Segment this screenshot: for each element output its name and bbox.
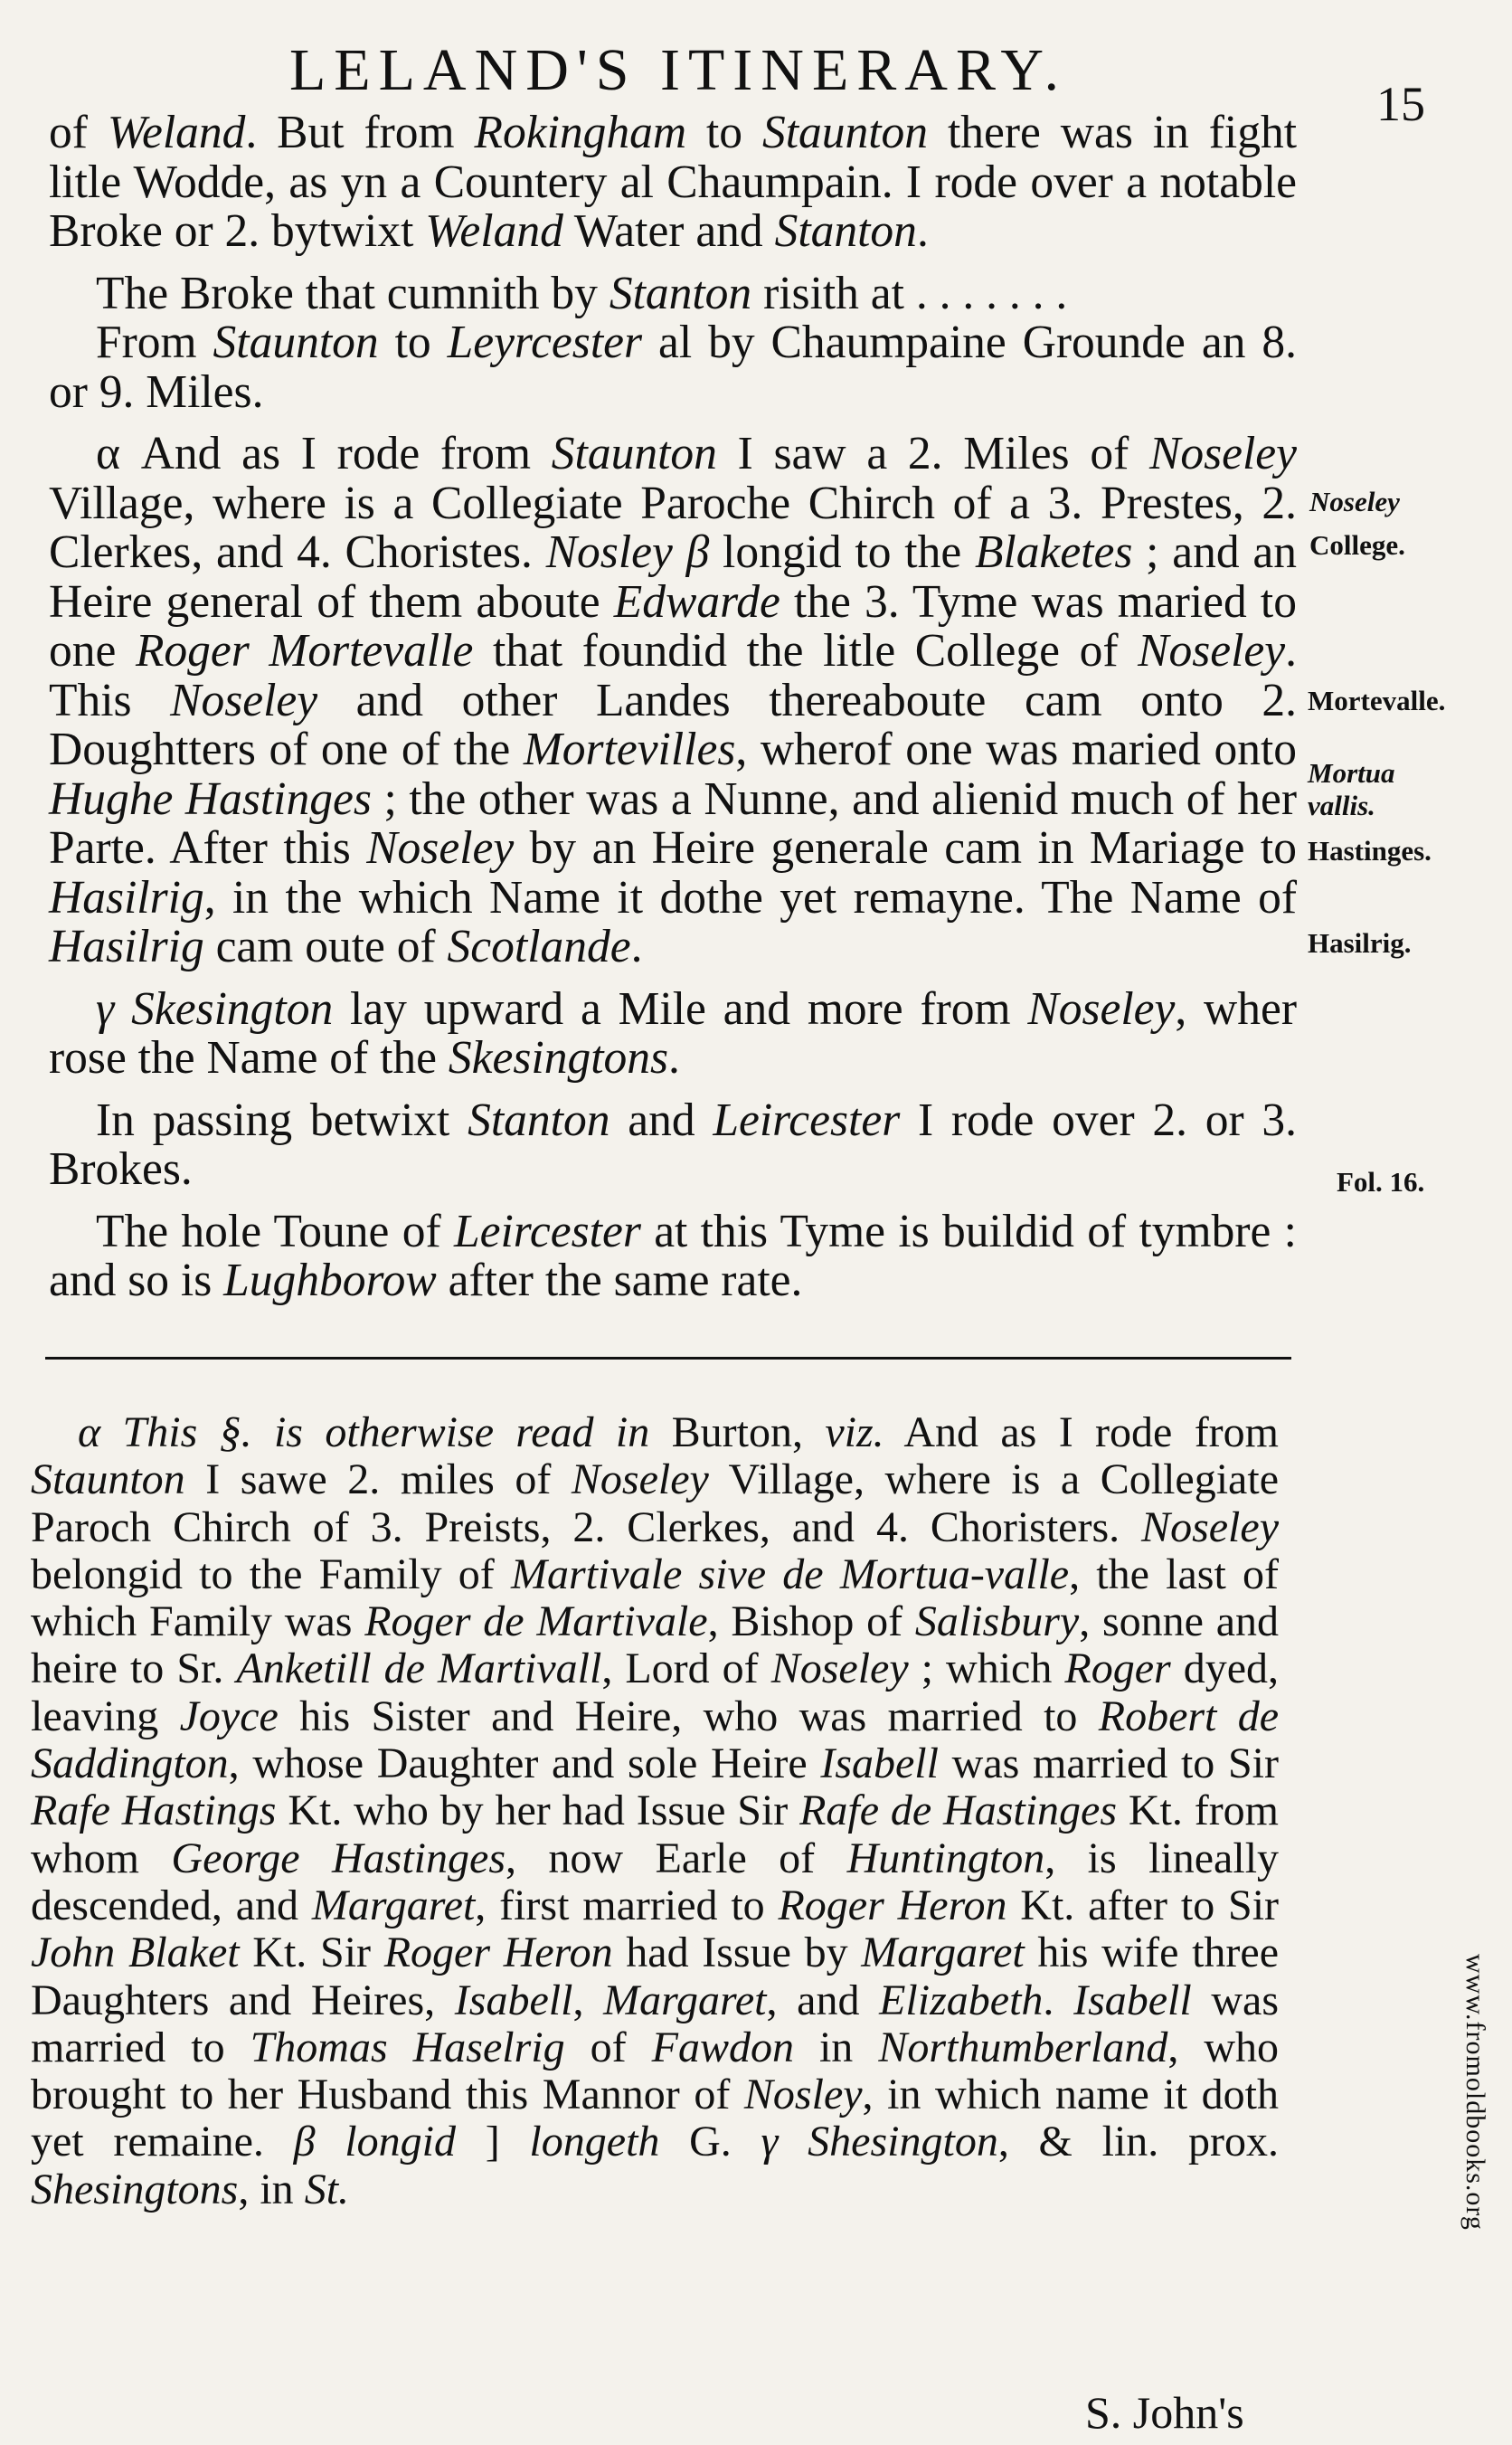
paragraph-5: γ Skesington lay upward a Mile and more from Noseley, wher rose the Name of the Skesingtons.: [49, 982, 1297, 1084]
running-title: LELAND'S ITINERARY.: [288, 37, 1067, 103]
watermark: [1454, 1954, 1499, 2424]
page-number: 15: [1376, 77, 1425, 131]
sidenote-vallis: vallis.: [1308, 790, 1375, 821]
footnote: [31, 1409, 1279, 2213]
sidenote-mortevalle: Mortevalle.: [1308, 685, 1446, 716]
footnote-rule: [45, 1357, 1291, 1360]
paragraph-4: α And as I rode from Staunton I saw a 2. Miles of Noseley Village, where is a Collegiate Paroche Chirch of a 3. Prestes, 2. Clerkes, and 4. Choristes. Nosley β longid to the Blaketes ; and an Heire general of them aboute Edwarde the 3. Tyme was maried to one Roger Mortevalle that foundid the litle College of Noseley. This Noseley and other Landes thereaboute cam onto 2. Doughtters of one of the Mortevilles, wherof one was maried onto Hughe Hastinges ; the other was a Nunne, and alienid much of her Parte. After this Noseley by an Heire generale cam in Mariage to Hasilrig, in the which Name it dothe yet remayne. The Name of Hasilrig cam oute of Scotlande.: [49, 428, 1298, 972]
footnote-text: α This §. is otherwise read in Burton, viz. And as I rode from Staunton I sawe 2. miles of Noseley Village, where is a Collegiate Paroch Chirch of 3. Preists, 2. Clerkes, and 4. Choristers. Noseley belongid to the Family of Martivale sive de Mortua-valle, the last of which Family was Roger de Martivale, Bishop of Salisbury, sonne and heire to Sr. Anketill de Martivall, Lord of Noseley ; which Roger dyed, leaving Joyce his Sister and Heire, who was married to Robert de Saddington, whose Daughter and sole Heire Isabell was married to Sir Rafe Hastings Kt. who by her had Issue Sir Rafe de Hastinges Kt. from whom George Hastinges, now Earle of Huntington, is lineally descended, and Margaret, first married to Roger Heron Kt. after to Sir John Blaket Kt. Sir Roger Heron had Issue by Margaret his wife three Daughters and Heires, Isabell, Margaret, and Elizabeth. Isabell was married to Thomas Haselrig of Fawdon in Northumberland, who brought to her Husband this Mannor of Nosley, in which name it doth yet remaine. β longid ] longeth G. γ Shesington, & lin. prox. Shesingtons, in St.: [31, 1408, 1280, 2213]
sidenote-hastinges: Hastinges.: [1308, 835, 1432, 867]
sidenote-folio: Fol. 16.: [1337, 1166, 1425, 1198]
paragraph-1: of Weland. But from Rokingham to Staunton there was in fight litle Wodde, as yn a Countery al Chaumpain. I rode over a notable Broke or 2. bytwixt Weland Water and Stanton.: [49, 107, 1297, 257]
sidenote-noseley: Noseley: [1309, 486, 1400, 517]
paragraph-6: In passing betwixt Stanton and Leircester I rode over 2. or 3. Brokes.: [49, 1094, 1297, 1195]
sidenote-college: College.: [1309, 529, 1405, 561]
paragraph-2: The Broke that cumnith by Stanton risith at . . . . . . .: [96, 267, 1068, 319]
sidenote-hasilrig: Hasilrig.: [1308, 927, 1412, 959]
watermark-text: www.fromoldbooks.org: [1460, 1954, 1490, 2231]
paragraph-3: From Staunton to Leyrcester al by Chaumpaine Grounde an 8. or 9. Miles.: [49, 317, 1297, 418]
sidenote-mortua: Mortua: [1308, 757, 1395, 789]
main-text: [49, 109, 1297, 1306]
paragraph-7: The hole Toune of Leircester at this Tyme is buildid of tymbre : and so is Lughborow after the same rate.: [49, 1205, 1297, 1306]
catchword: S. John's: [1085, 2387, 1244, 2438]
